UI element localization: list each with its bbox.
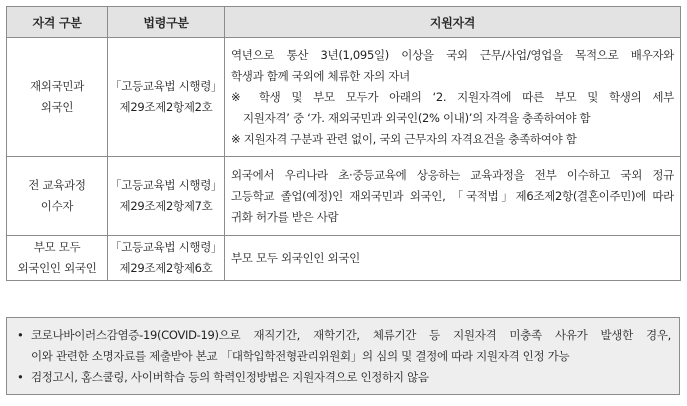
qualification-line: 귀화 허가를 받은 사람: [231, 209, 339, 224]
law-name: 「고등교육법 시행령」: [110, 178, 223, 192]
table-row: [7, 38, 681, 157]
note-text: 코로나바이러스감염증-19(COVID-19)으로 재직기간, 재학기간, 체류기간 등 지원자격 미충족 사유가 발생한 경우,: [31, 328, 671, 342]
table-row: [7, 236, 681, 281]
law-name: 「고등교육법 시행령」: [110, 79, 223, 93]
header-category: 자격 구분: [7, 7, 108, 38]
header-law: 법령구분: [108, 7, 225, 38]
category-line: 외국인인 외국인: [17, 261, 97, 275]
category-line: 부모 모두: [33, 240, 81, 254]
qualification-cell: [225, 157, 681, 236]
law-article: 제29조제2항제2호: [119, 100, 213, 114]
category-line: 이수자: [40, 199, 74, 213]
header-qualification: 지원자격: [225, 7, 681, 38]
qualification-line: 외국에서 우리나라 초·중등교육에 상응하는 교육과정을 전부 이수하고 국외 정규: [231, 167, 674, 182]
qualification-note-line: ※ 학생 및 부모 모두가 아래의 ‘2. 지원자격에 따른 부모 및 학생의 세부: [231, 89, 674, 104]
law-cell: [108, 38, 225, 157]
note-item: [17, 325, 671, 367]
law-article: 제29조제2항제6호: [119, 261, 213, 275]
category-line: 외국인: [40, 100, 74, 114]
notes-box: [6, 317, 680, 395]
law-cell: [108, 236, 225, 281]
qualification-line: 역년으로 통산 3년(1,095일) 이상을 국외 근무/사업/영업을 목적으로 배우자와: [231, 47, 674, 62]
qualification-note-line: ※ 지원자격 구분과 관련 없이, 국외 근무자의 자격요건을 충족하여야 함: [231, 131, 577, 146]
qualification-table: [6, 6, 681, 281]
table-header-row: [7, 7, 681, 38]
qualification-cell: [225, 38, 681, 157]
category-cell: [7, 38, 108, 157]
qualification-line: 부모 모두 외국인인 외국인: [231, 250, 360, 265]
bullet-icon: •: [17, 328, 24, 342]
law-article: 제29조제2항제7호: [119, 199, 213, 213]
qualification-line: 학생과 함께 국외에 체류한 자의 자녀: [231, 68, 410, 83]
category-cell: [7, 236, 108, 281]
qualification-cell: [225, 236, 681, 281]
category-line: 재외국민과: [29, 79, 85, 93]
category-cell: [7, 157, 108, 236]
note-text: 검정고시, 홈스쿨링, 사이버학습 등의 학력인정방법은 지원자격으로 인정하지 않음: [31, 370, 429, 384]
law-name: 「고등교육법 시행령」: [110, 240, 223, 254]
category-line: 전 교육과정: [28, 178, 86, 192]
table-row: [7, 157, 681, 236]
qualification-note-line: 지원자격’ 중 ‘가. 재외국민과 외국인(2% 이내)’의 자격을 충족하여야 함: [243, 110, 591, 125]
note-text: 이와 관련한 소명자료를 제출받아 본교 「대학입학전형관리위원회」의 심의 및 결정에 따라 지원자격 인정 가능: [31, 349, 570, 363]
qualification-line: 고등학교 졸업(예정)인 재외국민과 외국인, 「국적법」제6조제2항(결혼이주민)에 따라: [231, 188, 674, 203]
law-cell: [108, 157, 225, 236]
bullet-icon: •: [17, 370, 24, 384]
note-item: [17, 367, 671, 388]
